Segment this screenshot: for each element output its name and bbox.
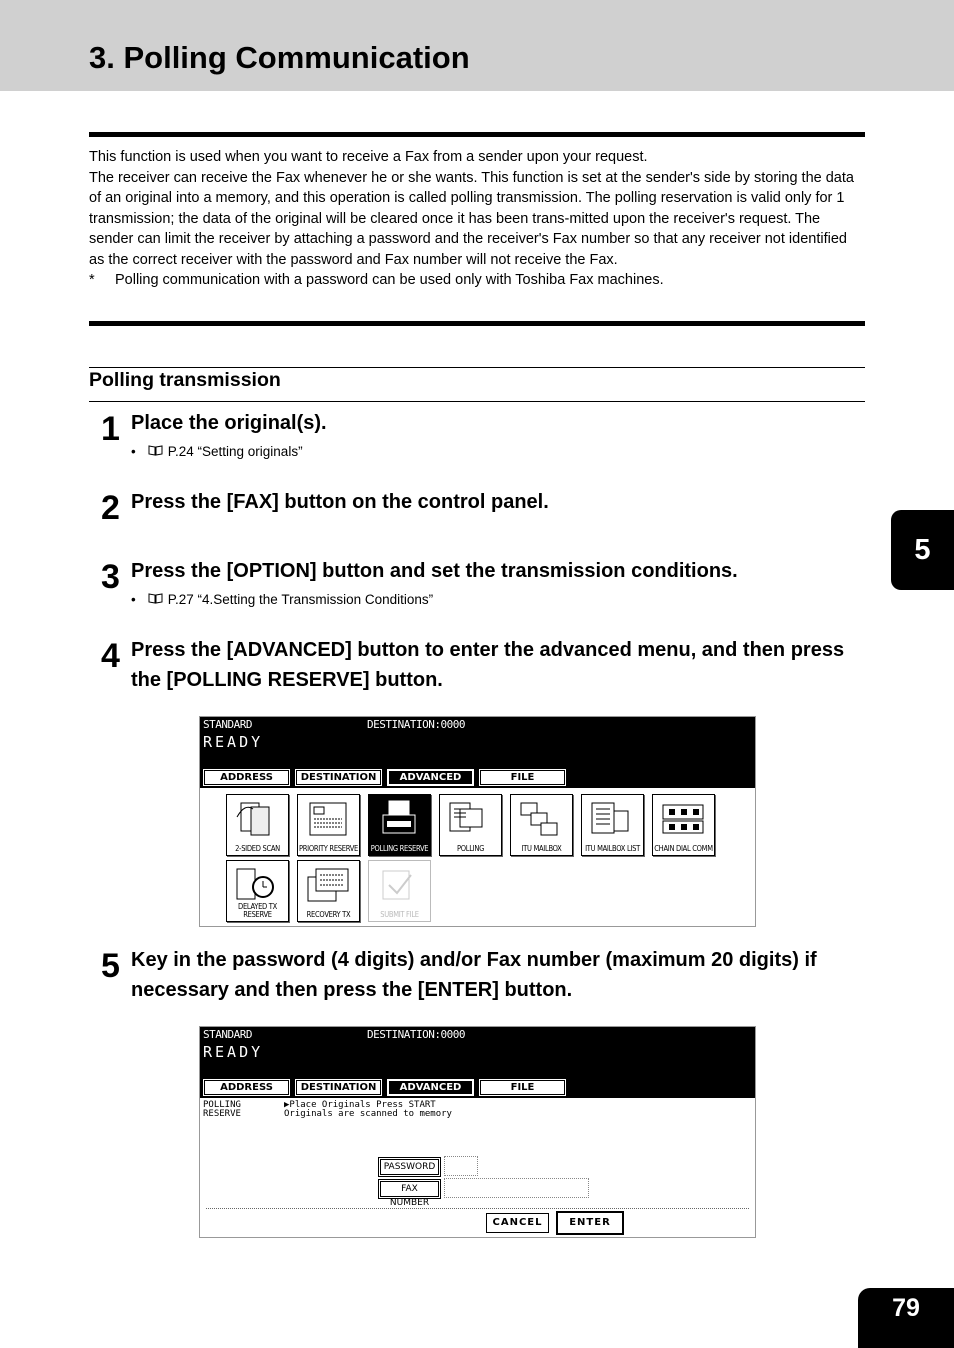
section-title: Polling transmission [89,369,281,391]
step-text: Place the original(s). [131,412,327,434]
screen-title: POLLING RESERVE [203,1100,241,1119]
itu-mailbox-list-icon [588,799,636,839]
itu-mailbox-icon [517,799,565,839]
priority-reserve-icon [304,799,352,839]
book-icon [148,444,163,459]
step-number: 4 [101,637,119,675]
reference-link[interactable]: P.27 “4.Setting the Transmission Conditions” [167,592,434,607]
divider [89,321,865,326]
mode-label: STANDARD [203,1028,252,1041]
enter-button[interactable]: ENTER [556,1211,624,1235]
icon-label: 2-SIDED SCAN [235,844,280,853]
book-icon [148,592,163,607]
tab-advanced[interactable]: ADVANCED [387,769,474,786]
recovery-tx-icon [304,865,352,905]
step-number: 1 [101,410,119,448]
step-reference: • P.24 “Setting originals” [131,444,303,459]
chain-dial-comm-button[interactable] [652,794,715,856]
page-header [0,0,954,91]
status-label: READY [203,1043,264,1061]
tab-file[interactable]: FILE [479,1079,566,1096]
intro-paragraph-2: The receiver can receive the Fax whenever he or she wants. This function is set at the sender's side by storing the data of an original into a memory, and this operation is called polling transmission. The polling reservation is valid only for 1 transmission; the data of the original will be cleared once it has been trans-mitted upon the receiver's request. The sender can limit the receiver by attaching a password and the receiver's Fax number so that any receiver not identified as the correct receiver with the password and Fax number will not receive the Fax. [89,169,854,268]
chain-dial-icon [659,799,707,839]
step-text: Press the [ADVANCED] button to enter the advanced menu, and then press the [POLLING RESERVE] button. [131,639,845,691]
step-text: Press the [FAX] button on the control panel. [131,491,549,513]
step-number: 5 [101,947,119,985]
mode-label: STANDARD [203,718,252,731]
icon-label: RECOVERY TX [306,910,351,919]
polling-reserve-icon [375,799,423,839]
page-title: 3. Polling Communication [89,40,470,75]
step-reference: • P.27 “4.Setting the Transmission Conditions” [131,592,434,607]
step-number: 3 [101,558,119,596]
step-text: Press the [OPTION] button and set the transmission conditions. [131,560,738,582]
destination-label: DESTINATION:0000 [367,1028,465,1041]
icon-label: POLLING [456,844,485,853]
recovery-tx-button[interactable] [297,860,360,922]
password-button[interactable]: PASSWORD [380,1159,439,1175]
screen-status-bar [200,717,755,788]
screen-message: ▶Place Originals Press START Originals are scanned to memory [284,1100,452,1119]
delayed-tx-reserve-button[interactable] [226,860,289,922]
polling-reserve-form [200,1098,755,1235]
tab-destination[interactable]: DESTINATION [295,769,382,786]
note-text: Polling communication with a password can be used only with Toshiba Fax machines. [115,272,664,288]
page-number: 79 [858,1288,954,1348]
divider [89,401,865,402]
reference-link[interactable]: P.24 “Setting originals” [167,444,303,459]
password-field[interactable] [444,1156,478,1176]
intro-text [89,147,865,291]
intro-paragraph-1: This function is used when you want to receive a Fax from a sender upon your request. [89,149,648,165]
submit-file-button [368,860,431,922]
icon-label: CHAIN DIAL COMM [654,844,713,853]
timer-icon [233,865,281,905]
fax-screen-polling-reserve [199,1026,756,1238]
itu-mailbox-list-button[interactable] [581,794,644,856]
note-mark: * [89,272,95,288]
destination-label: DESTINATION:0000 [367,718,465,731]
step-number: 2 [101,489,119,527]
tab-file[interactable]: FILE [479,769,566,786]
divider [89,367,865,368]
icon-label: ITU MAILBOX [521,844,562,853]
two-sided-scan-icon [233,799,281,839]
itu-mailbox-button[interactable] [510,794,573,856]
fax-number-field[interactable] [444,1178,589,1198]
cancel-button[interactable]: CANCEL [486,1213,549,1233]
tab-destination[interactable]: DESTINATION [295,1079,382,1096]
step-text: Key in the password (4 digits) and/or Fax number (maximum 20 digits) if necessary and then press the [ENTER] button. [131,949,817,1001]
tab-advanced[interactable]: ADVANCED [387,1079,474,1096]
icon-label: PRIORITY RESERVE [299,844,358,853]
polling-reserve-button[interactable] [368,794,431,856]
icon-label: POLLING RESERVE [370,844,429,853]
screen-status-bar [200,1027,755,1098]
two-sided-scan-button[interactable] [226,794,289,856]
icon-label: SUBMIT FILE [380,910,419,919]
intro-note [89,270,865,291]
fax-screen-advanced [199,716,756,927]
fax-number-button[interactable]: FAX NUMBER [380,1181,439,1197]
divider [206,1208,749,1209]
icon-label: DELAYED TX RESERVE [238,902,277,919]
status-label: READY [203,733,264,751]
chapter-tab: 5 [891,510,954,590]
polling-button[interactable] [439,794,502,856]
submit-file-icon [375,865,423,905]
priority-reserve-button[interactable] [297,794,360,856]
tab-address[interactable]: ADDRESS [203,1079,290,1096]
divider [89,132,865,137]
icon-label: ITU MAILBOX LIST [585,844,640,853]
polling-icon [446,799,494,839]
tab-address[interactable]: ADDRESS [203,769,290,786]
